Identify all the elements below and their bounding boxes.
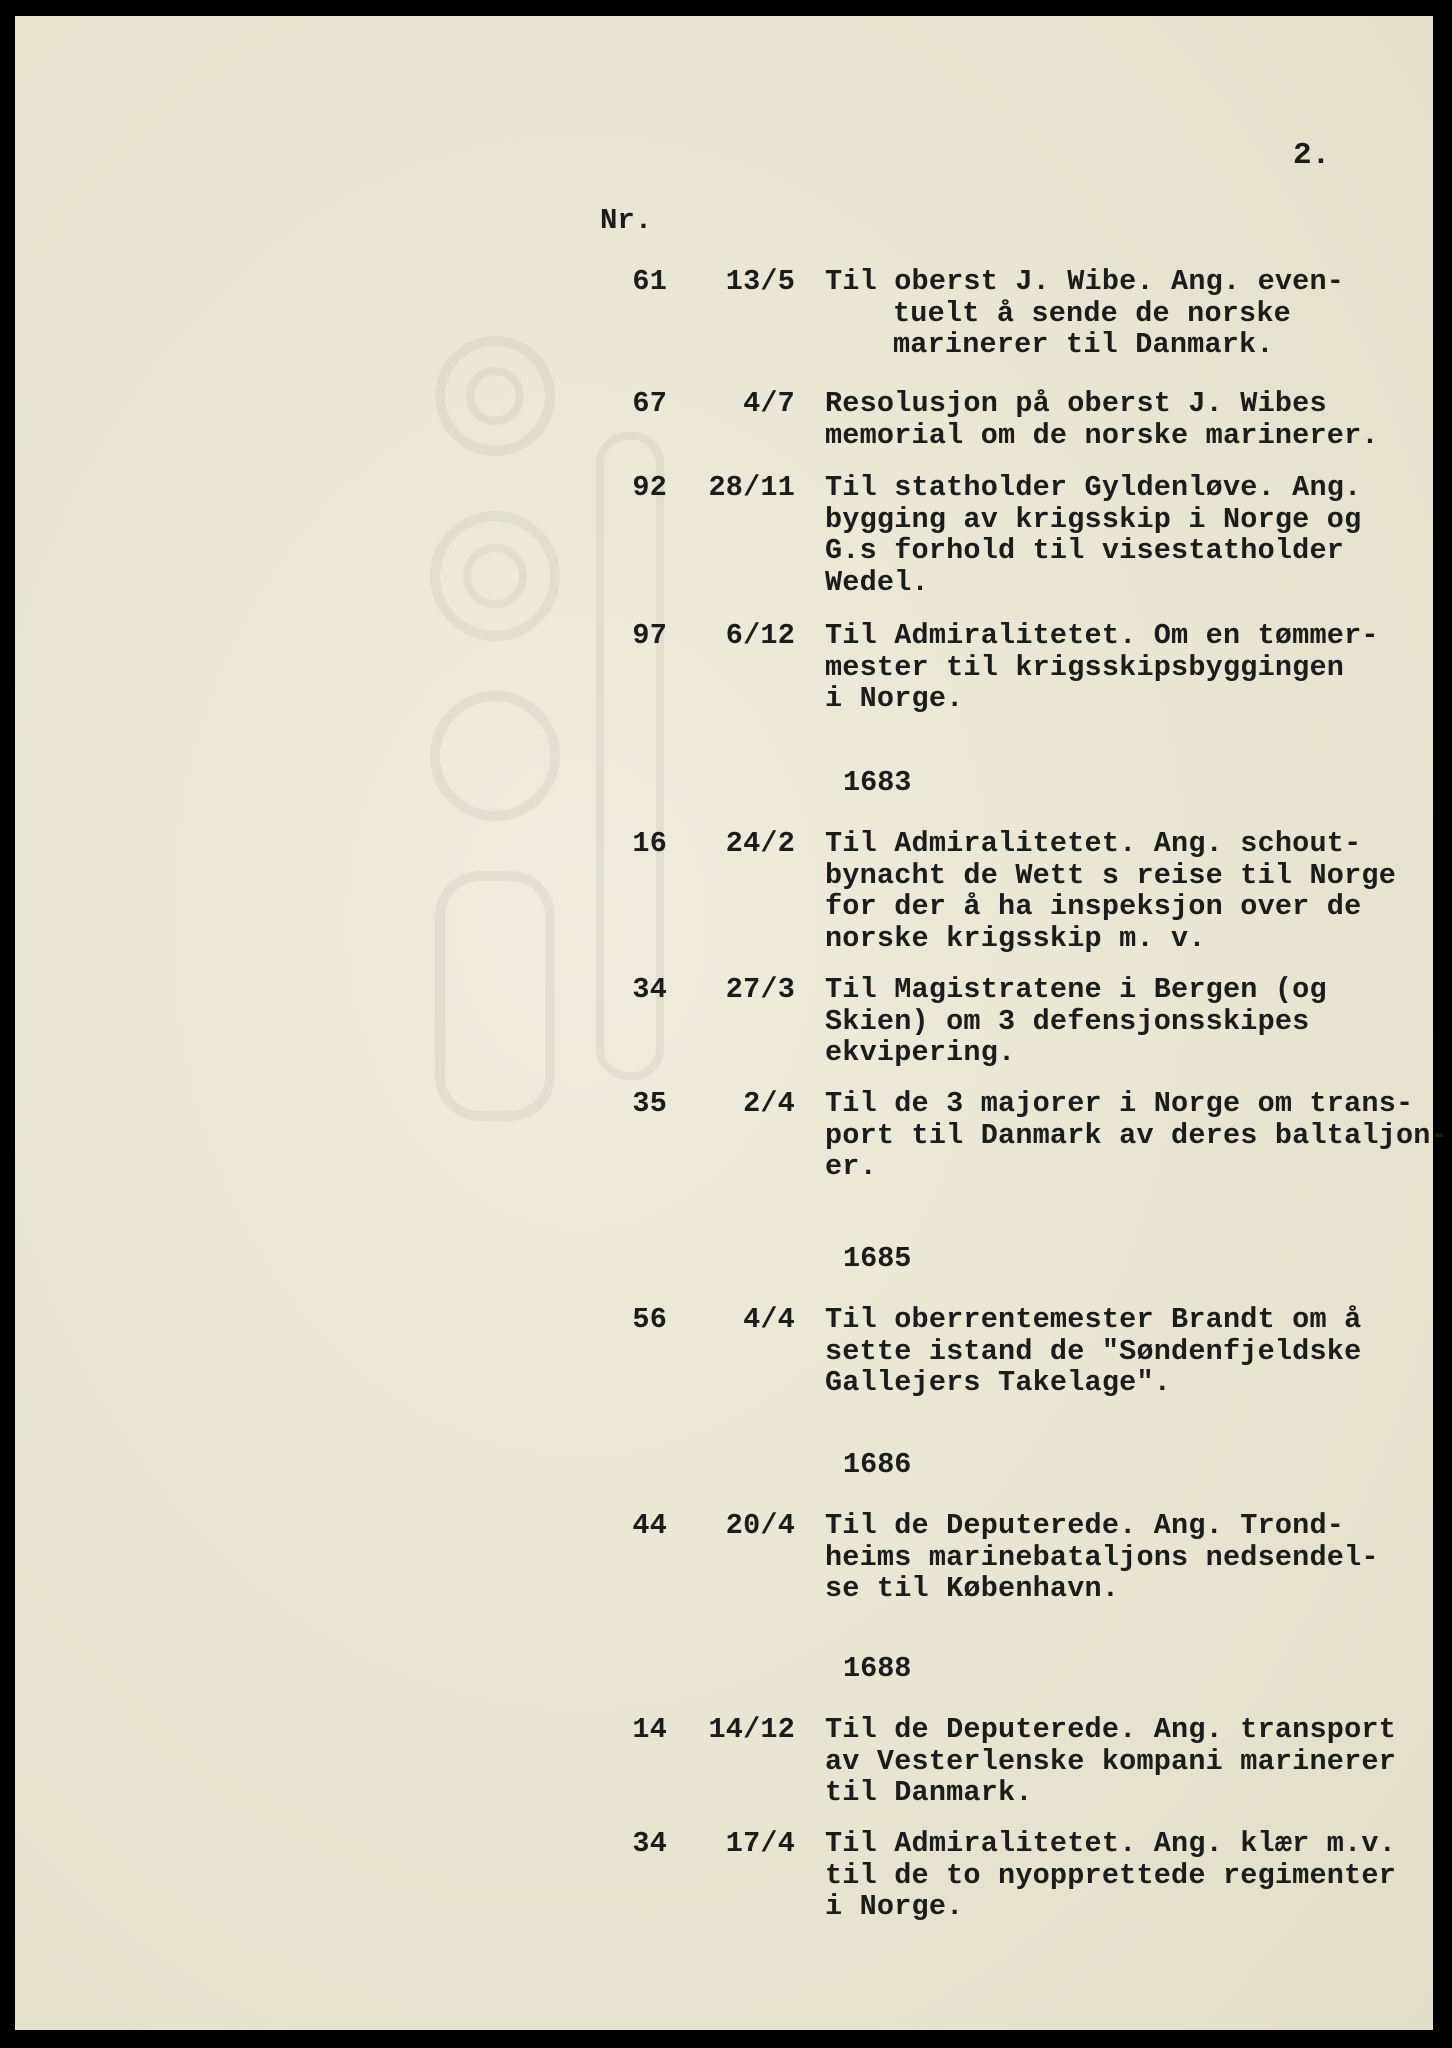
entry-date: 4/7 (743, 387, 795, 420)
nr-column-header: Nr. (600, 204, 653, 237)
entry-date: 13/5 (725, 265, 795, 298)
entry-date: 24/2 (725, 827, 795, 860)
watermark-stamp (345, 316, 765, 1216)
description-line: tuelt å sende de norske (893, 296, 1291, 330)
description-line: Til Admiralitetet. Ang. klær m.v. (825, 1827, 1396, 1860)
entry-number: 92 (632, 471, 667, 504)
entry-number: 34 (632, 973, 667, 1006)
description-line: til de to nyopprettede regimenter (825, 1858, 1396, 1892)
description-line: Til oberst J. Wibe. Ang. even- (825, 265, 1345, 298)
entry-number: 61 (632, 265, 667, 298)
description-line: bygging av krigsskip i Norge og (825, 502, 1362, 536)
description-line: bynacht de Wett s reise til Norge (825, 858, 1396, 892)
description-line: sette istand de "Søndenfjeldske (825, 1334, 1362, 1368)
description-line: heims marinebataljons nedsendel- (825, 1540, 1379, 1574)
description-line: mester til krigsskipsbyggingen (825, 650, 1345, 684)
description-line: port til Danmark av deres baltaljon- (825, 1118, 1448, 1152)
entry-description (825, 620, 1425, 715)
year-heading: 1688 (843, 1652, 912, 1685)
entry-number: 16 (632, 827, 667, 860)
description-line: Til Admiralitetet. Ang. schout- (825, 827, 1362, 860)
entry-description (825, 1828, 1425, 1923)
entry-date: 20/4 (725, 1509, 795, 1542)
description-line: Til Magistratene i Bergen (og (825, 973, 1327, 1006)
description-line: av Vesterlenske kompani marinerer (825, 1744, 1396, 1778)
entry-date: 14/12 (708, 1713, 795, 1746)
description-line: Wedel. (825, 565, 929, 599)
description-line: se til København. (825, 1572, 1120, 1605)
entry-description (825, 974, 1425, 1069)
description-line: Til de Deputerede. Ang. transport (825, 1713, 1396, 1746)
description-line: til Danmark. (825, 1776, 1033, 1809)
entry-date: 4/4 (743, 1303, 795, 1336)
description-line: Til oberrentemester Brandt om å (825, 1303, 1362, 1336)
description-line: i Norge. (825, 1890, 964, 1923)
description-line: Skien) om 3 defensjonsskipes (825, 1004, 1310, 1038)
description-line: Til statholder Gyldenløve. Ang. (825, 471, 1362, 504)
page-number: 2. (1293, 138, 1331, 173)
description-line: G.s forhold til visestatholder (825, 534, 1345, 567)
entry-number: 97 (632, 619, 667, 652)
description-line: for der å ha inspeksjon over de (825, 890, 1362, 923)
entry-description (825, 388, 1425, 451)
description-line: marinerer til Danmark. (893, 328, 1274, 361)
entry-description (825, 1087, 1448, 1183)
entry-date: 6/12 (725, 619, 795, 652)
year-heading: 1683 (843, 766, 912, 799)
entry-description (825, 1510, 1425, 1605)
entry-number: 34 (632, 1827, 667, 1860)
entry-number: 67 (632, 387, 667, 420)
entry-description (825, 828, 1425, 954)
entry-number: 14 (632, 1713, 667, 1746)
entry-description (825, 1304, 1425, 1399)
entry-description (825, 472, 1425, 598)
entry-number: 35 (632, 1087, 667, 1120)
description-line: Gallejers Takelage". (825, 1366, 1172, 1399)
entry-number: 56 (632, 1303, 667, 1336)
description-line: Til de 3 majorer i Norge om trans- (825, 1087, 1414, 1120)
description-line: norske krigsskip m. v. (825, 921, 1206, 955)
entry-date: 27/3 (725, 973, 795, 1006)
description-line: ekvipering. (825, 1036, 1016, 1069)
entry-date: 17/4 (725, 1827, 795, 1860)
year-heading: 1686 (843, 1448, 912, 1481)
description-line: memorial om de norske marinerer. (825, 418, 1379, 452)
entry-description (825, 266, 1425, 361)
entry-description (825, 1714, 1425, 1809)
description-line: Resolusjon på oberst J. Wibes (825, 387, 1327, 420)
document-page (15, 16, 1448, 2030)
description-line: Til Admiralitetet. Om en tømmer- (825, 619, 1379, 652)
entry-date: 28/11 (708, 471, 795, 504)
entry-date: 2/4 (743, 1087, 795, 1120)
description-line: er. (825, 1150, 877, 1183)
entry-number: 44 (632, 1509, 667, 1542)
description-line: i Norge. (825, 682, 964, 715)
description-line: Til de Deputerede. Ang. Trond- (825, 1509, 1345, 1542)
year-heading: 1685 (843, 1242, 912, 1275)
